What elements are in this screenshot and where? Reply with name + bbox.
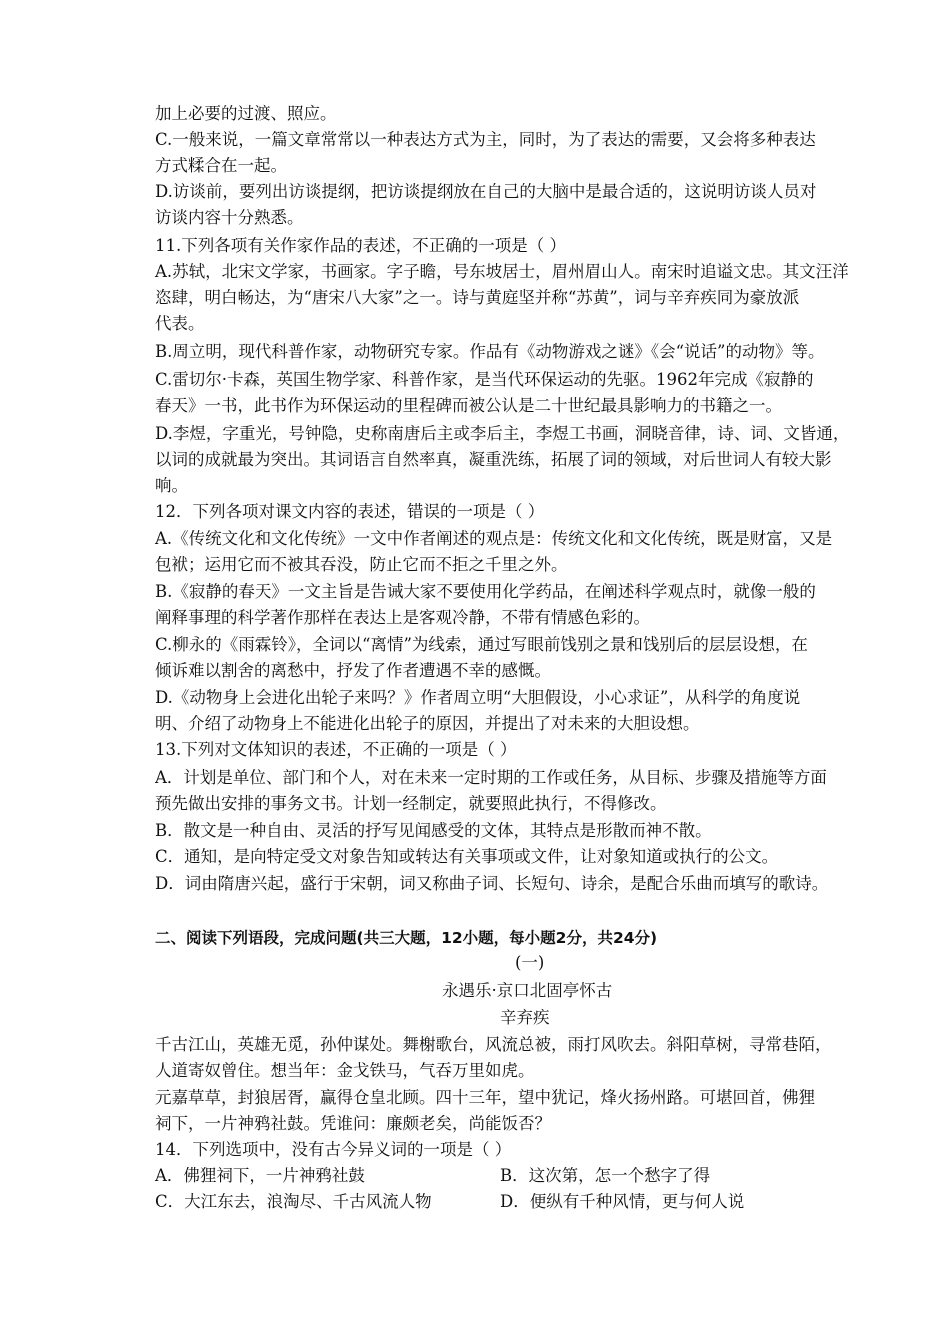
poem-title: 永遇乐·京口北固亭怀古 [442,981,613,1000]
text-line: 访谈内容十分熟悉。 [155,208,304,227]
question-13-stem: 13.下列对文体知识的表述，不正确的一项是（ ） [155,740,517,759]
q13-option-d: D．词由隋唐兴起，盛行于宋朝，词又称曲子词、长短句、诗余，是配合乐曲而填写的歌诗。 [155,874,829,893]
text-line: 代表。 [155,314,205,333]
q13-option-a: A．计划是单位、部门和个人，对在未来一定时期的工作或任务，从目标、步骤及措施等方面 [155,768,827,787]
q11-option-d: D.李煜，字重光，号钟隐，史称南唐后主或李后主，李煜工书画，洞晓音律，诗、词、文皆通， [155,424,850,443]
part-label: (一) [515,953,545,972]
text-line: 方式糅合在一起。 [155,156,287,175]
q13-option-c: C．通知，是向特定受文对象告知或转达有关事项或文件，让对象知道或执行的公文。 [155,847,779,866]
q11-option-b: B.周立明，现代科普作家，动物研究专家。作品有《动物游戏之谜》《会“说话”的动物》等。 [155,342,825,361]
q11-option-a: A.苏轼，北宋文学家，书画家。字子瞻，号东坡居士，眉州眉山人。南宋时追谥文忠。其文汪洋 [155,262,849,281]
q12-option-b: B.《寂静的春天》一文主旨是告诫大家不要使用化学药品，在阐述科学观点时，就像一般的 [155,582,816,601]
text-line: 预先做出安排的事务文书。计划一经制定，就要照此执行，不得修改。 [155,794,667,813]
poem-author: 辛弃疾 [500,1008,550,1027]
q12-option-d: D.《动物身上会进化出轮子来吗？》作者周立明“大胆假设，小心求证”，从科学的角度说 [155,688,801,707]
poem-line: 元嘉草草，封狼居胥，赢得仓皇北顾。四十三年，望中犹记，烽火扬州路。可堪回首，佛狸 [155,1088,815,1107]
poem-line: 祠下，一片神鸦社鼓。凭谁问：廉颇老矣，尚能饭否？ [155,1114,551,1133]
text-line: 阐释事理的科学著作那样在表达上是客观冷静，不带有情感色彩的。 [155,608,650,627]
q12-option-a: A.《传统文化和文化传统》一文中作者阐述的观点是：传统文化和文化传统，既是财富，又是 [155,529,833,548]
q14-option-d: D．便纵有千种风情，更与何人说 [500,1192,745,1211]
q11-option-c: C.雷切尔·卡森，英国生物学家、科普作家，是当代环保运动的先驱。1962年完成《寂静的 [155,370,814,389]
text-line: 明、介绍了动物身上不能进化出轮子的原因，并提出了对未来的大胆设想。 [155,714,700,733]
option-c-line: C.一般来说，一篇文章常常以一种表达方式为主，同时，为了表达的需要，又会将多种表达 [155,130,816,149]
text-line: 倾诉难以割舍的离愁中，抒发了作者遭遇不幸的感慨。 [155,661,551,680]
text-line: 加上必要的过渡、照应。 [155,104,337,123]
q14-option-a: A．佛狸祠下，一片神鸦社鼓 [155,1166,365,1185]
question-11-stem: 11.下列各项有关作家作品的表述，不正确的一项是（ ） [155,236,566,255]
option-d-line: D.访谈前，要列出访谈提纲，把访谈提纲放在自己的大脑中是最合适的，这说明访谈人员对 [155,182,817,201]
poem-line: 人道寄奴曾住。想当年：金戈铁马，气吞万里如虎。 [155,1061,535,1080]
q14-option-b: B．这次第，怎一个愁字了得 [500,1166,711,1185]
text-line: 恣肆，明白畅达，为“唐宋八大家”之一。诗与黄庭坚并称“苏黄”，词与辛弃疾同为豪放派 [155,288,800,307]
q14-option-c: C．大江东去，浪淘尽、千古风流人物 [155,1192,432,1211]
question-12-stem: 12．下列各项对课文内容的表述，错误的一项是（ ） [155,502,545,521]
section-2-heading: 二、阅读下列语段，完成问题(共三大题，12小题，每小题2分，共24分) [155,929,658,947]
text-line: 以词的成就最为突出。其词语言自然率真，凝重洗练，拓展了词的领域，对后世词人有较大影 [155,450,832,469]
text-line: 春天》一书，此书作为环保运动的里程碑而被公认是二十世纪最具影响力的书籍之一。 [155,396,782,415]
q12-option-c: C.柳永的《雨霖铃》，全词以“离情”为线索，通过写眼前饯别之景和饯别后的层层设想，在 [155,635,808,654]
text-line: 包袱；运用它而不被其吞没，防止它而不拒之千里之外。 [155,555,568,574]
q13-option-b: B．散文是一种自由、灵活的抒写见闻感受的文体，其特点是形散而神不散。 [155,821,712,840]
question-14-stem: 14．下列选项中，没有古今异义词的一项是（ ） [155,1140,512,1159]
text-line: 响。 [155,476,188,495]
poem-line: 千古江山，英雄无觅，孙仲谋处。舞榭歌台，风流总被，雨打风吹去。斜阳草树，寻常巷陌， [155,1035,832,1054]
